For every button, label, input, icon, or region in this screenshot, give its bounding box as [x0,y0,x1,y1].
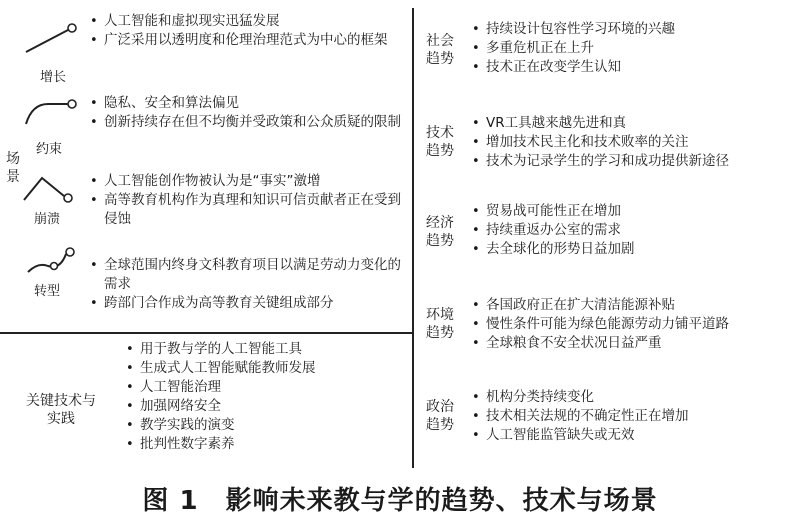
list-item: • 生成式人工智能赋能教师发展 [124,359,404,378]
list-item: • 多重危机正在上升 [470,39,796,58]
transformation-curve-icon [24,244,84,278]
scenario-bullets-collapse [88,172,408,229]
list-item: • 用于教与学的人工智能工具 [124,340,404,359]
list-item: • VR工具越来越先进和真 [470,114,796,133]
collapse-curve-icon [20,170,80,206]
scenarios-side-label: 场景 [6,151,20,185]
scenario-bullets-constraint [88,94,408,132]
list-item: • 广泛采用以透明度和伦理治理范式为中心的框架 [88,31,408,50]
list-item: • 人工智能创作物被认为是“事实”激增 [88,172,408,191]
scenario-bullets-transformation [88,256,408,313]
list-item: • 人工智能和虚拟现实迅猛发展 [88,12,408,31]
list-item: • 增加技术民主化和技术败率的关注 [470,133,796,152]
list-item: • 人工智能治理 [124,378,404,397]
key-tech-label: 关键技术与实践 [26,393,96,427]
constraint-curve-icon [22,96,82,130]
horizontal-divider-left [0,332,414,334]
list-item: • 隐私、安全和算法偏见 [88,94,408,113]
list-item: • 各国政府正在扩大清洁能源补贴 [470,296,796,315]
list-item: • 技术相关法规的不确定性正在增加 [470,407,796,426]
list-item: • 批判性数字素养 [124,435,404,454]
trend-label-social: 社会趋势 [426,33,454,67]
scenario-bullets-growth [88,12,408,50]
list-item: • 全球粮食不安全状况日益严重 [470,334,796,353]
list-item: • 加强网络安全 [124,397,404,416]
list-item: • 去全球化的形势日益加剧 [470,240,796,259]
list-item: • 持续重返办公室的需求 [470,221,796,240]
trend-label-political: 政治趋势 [426,399,454,433]
list-item: • 机构分类持续变化 [470,388,796,407]
key-tech-bullets [124,340,404,454]
list-item: • 技术为记录学生的学习和成功提供新途径 [470,152,796,171]
list-item: • 教学实践的演变 [124,416,404,435]
trend-label-environment: 环境趋势 [426,307,454,341]
growth-curve-icon [22,22,82,56]
trend-bullets-economic [470,202,796,259]
trend-label-economic: 经济趋势 [426,215,454,249]
trend-label-technology: 技术趋势 [426,125,454,159]
scenario-label-transformation: 转型 [33,284,60,299]
trend-bullets-political [470,388,796,445]
list-item: • 人工智能监管缺失或无效 [470,426,796,445]
trend-bullets-environment [470,296,796,353]
list-item: • 持续设计包容性学习环境的兴趣 [470,20,796,39]
scenario-label-constraint: 约束 [35,142,62,157]
list-item: • 跨部门合作成为高等教育关键组成部分 [88,294,408,313]
list-item: • 技术正在改变学生认知 [470,58,796,77]
list-item: • 全球范围内终身文科教育项目以满足劳动力变化的需求 [88,256,408,294]
list-item: • 慢性条件可能为绿色能源劳动力铺平道路 [470,315,796,334]
trend-bullets-technology [470,114,796,171]
list-item: • 高等教育机构作为真理和知识可信贡献者正在受到侵蚀 [88,191,408,229]
trend-bullets-social [470,20,796,77]
list-item: • 创新持续存在但不均衡并受政策和公众质疑的限制 [88,113,408,132]
figure-caption: 图 1 影响未来教与学的趋势、技术与场景 [142,486,658,516]
scenario-label-growth: 增长 [39,70,66,85]
vertical-divider [412,8,414,468]
scenario-label-collapse: 崩溃 [33,212,60,227]
list-item: • 贸易战可能性正在增加 [470,202,796,221]
